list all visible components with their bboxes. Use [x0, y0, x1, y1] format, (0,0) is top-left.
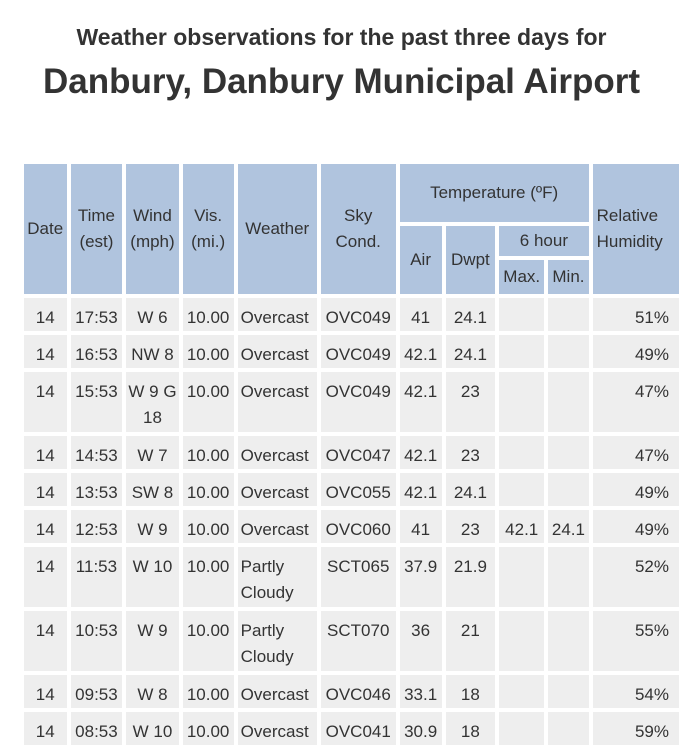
cell-wind: NW 8 [126, 335, 178, 368]
cell-max: 42.1 [499, 510, 544, 543]
cell-sky-condition: OVC049 [321, 335, 396, 368]
cell-time: 11:53 [71, 547, 123, 607]
table-row [24, 335, 679, 368]
cell-wind: W 9 [126, 611, 178, 671]
cell-dewpoint: 23 [446, 436, 496, 469]
cell-weather: Partly Cloudy [238, 611, 317, 671]
cell-date: 14 [24, 712, 67, 745]
cell-time: 15:53 [71, 372, 123, 432]
cell-humidity: 49% [593, 510, 679, 543]
cell-wind: W 7 [126, 436, 178, 469]
cell-weather: Overcast [238, 712, 317, 745]
column-header-relative-humidity: Relative Humidity [593, 164, 679, 294]
cell-min [548, 436, 588, 469]
cell-visibility: 10.00 [183, 547, 234, 607]
column-header-wind: Wind (mph) [126, 164, 178, 294]
cell-max [499, 611, 544, 671]
cell-wind: W 6 [126, 298, 178, 331]
cell-sky-condition: OVC047 [321, 436, 396, 469]
cell-air: 37.9 [400, 547, 442, 607]
cell-air: 42.1 [400, 335, 442, 368]
column-header-min: Min. [548, 260, 588, 294]
cell-min: 24.1 [548, 510, 588, 543]
cell-weather: Overcast [238, 298, 317, 331]
cell-weather: Overcast [238, 473, 317, 506]
cell-air: 41 [400, 510, 442, 543]
cell-date: 14 [24, 473, 67, 506]
cell-visibility: 10.00 [183, 436, 234, 469]
cell-dewpoint: 24.1 [446, 298, 496, 331]
cell-time: 12:53 [71, 510, 123, 543]
column-header-six-hour: 6 hour [499, 226, 588, 256]
cell-max [499, 335, 544, 368]
cell-air: 30.9 [400, 712, 442, 745]
cell-air: 33.1 [400, 675, 442, 708]
table-row [24, 372, 679, 432]
table-row [24, 547, 679, 607]
cell-time: 16:53 [71, 335, 123, 368]
cell-min [548, 298, 588, 331]
table-row [24, 611, 679, 671]
cell-dewpoint: 23 [446, 510, 496, 543]
cell-wind: W 8 [126, 675, 178, 708]
cell-visibility: 10.00 [183, 473, 234, 506]
column-header-air: Air [400, 226, 442, 294]
cell-air: 42.1 [400, 473, 442, 506]
cell-humidity: 54% [593, 675, 679, 708]
observations-table-container[interactable] [21, 160, 683, 750]
cell-min [548, 611, 588, 671]
cell-min [548, 547, 588, 607]
table-row [24, 298, 679, 331]
page-subtitle: Weather observations for the past three days for [76, 24, 607, 50]
cell-humidity: 49% [593, 473, 679, 506]
cell-air: 42.1 [400, 372, 442, 432]
column-header-visibility: Vis. (mi.) [183, 164, 234, 294]
cell-sky-condition: SCT070 [321, 611, 396, 671]
cell-humidity: 59% [593, 712, 679, 745]
cell-visibility: 10.00 [183, 712, 234, 745]
cell-weather: Overcast [238, 436, 317, 469]
cell-date: 14 [24, 675, 67, 708]
cell-air: 41 [400, 298, 442, 331]
column-header-time: Time (est) [71, 164, 123, 294]
cell-dewpoint: 24.1 [446, 473, 496, 506]
table-row [24, 675, 679, 708]
cell-sky-condition: OVC049 [321, 372, 396, 432]
cell-date: 14 [24, 510, 67, 543]
cell-weather: Overcast [238, 372, 317, 432]
cell-humidity: 52% [593, 547, 679, 607]
cell-humidity: 55% [593, 611, 679, 671]
cell-max [499, 547, 544, 607]
cell-date: 14 [24, 611, 67, 671]
cell-dewpoint: 24.1 [446, 335, 496, 368]
cell-max [499, 675, 544, 708]
cell-min [548, 712, 588, 745]
cell-wind: W 10 [126, 547, 178, 607]
cell-wind: W 9 [126, 510, 178, 543]
cell-date: 14 [24, 298, 67, 331]
column-header-sky-condition: Sky Cond. [321, 164, 396, 294]
table-row [24, 712, 679, 745]
cell-max [499, 473, 544, 506]
cell-date: 14 [24, 372, 67, 432]
cell-min [548, 335, 588, 368]
cell-weather: Overcast [238, 335, 317, 368]
cell-time: 13:53 [71, 473, 123, 506]
cell-humidity: 49% [593, 335, 679, 368]
cell-wind: W 10 [126, 712, 178, 745]
cell-wind: SW 8 [126, 473, 178, 506]
cell-dewpoint: 21.9 [446, 547, 496, 607]
cell-max [499, 298, 544, 331]
cell-weather: Overcast [238, 510, 317, 543]
cell-weather: Partly Cloudy [238, 547, 317, 607]
cell-visibility: 10.00 [183, 510, 234, 543]
table-row [24, 436, 679, 469]
cell-min [548, 675, 588, 708]
cell-max [499, 712, 544, 745]
cell-air: 36 [400, 611, 442, 671]
cell-sky-condition: OVC060 [321, 510, 396, 543]
cell-time: 17:53 [71, 298, 123, 331]
table-row [24, 473, 679, 506]
cell-humidity: 47% [593, 372, 679, 432]
cell-dewpoint: 21 [446, 611, 496, 671]
cell-min [548, 372, 588, 432]
cell-time: 14:53 [71, 436, 123, 469]
cell-max [499, 436, 544, 469]
cell-sky-condition: OVC055 [321, 473, 396, 506]
cell-visibility: 10.00 [183, 298, 234, 331]
table-row [24, 510, 679, 543]
cell-dewpoint: 23 [446, 372, 496, 432]
cell-weather: Overcast [238, 675, 317, 708]
cell-date: 14 [24, 335, 67, 368]
column-header-temperature: Temperature (ºF) [400, 164, 589, 222]
table-body [24, 298, 679, 745]
table-header [24, 164, 679, 294]
cell-sky-condition: OVC049 [321, 298, 396, 331]
cell-wind: W 9 G 18 [126, 372, 178, 432]
cell-date: 14 [24, 436, 67, 469]
cell-max [499, 372, 544, 432]
cell-humidity: 47% [593, 436, 679, 469]
cell-time: 10:53 [71, 611, 123, 671]
cell-visibility: 10.00 [183, 372, 234, 432]
cell-sky-condition: SCT065 [321, 547, 396, 607]
cell-time: 09:53 [71, 675, 123, 708]
cell-sky-condition: OVC046 [321, 675, 396, 708]
cell-dewpoint: 18 [446, 675, 496, 708]
observations-table [21, 160, 683, 749]
column-header-dewpoint: Dwpt [446, 226, 496, 294]
cell-sky-condition: OVC041 [321, 712, 396, 745]
column-header-date: Date [24, 164, 67, 294]
cell-visibility: 10.00 [183, 335, 234, 368]
cell-humidity: 51% [593, 298, 679, 331]
cell-min [548, 473, 588, 506]
cell-visibility: 10.00 [183, 611, 234, 671]
cell-visibility: 10.00 [183, 675, 234, 708]
page-title: Danbury, Danbury Municipal Airport [43, 62, 640, 101]
cell-air: 42.1 [400, 436, 442, 469]
column-header-weather: Weather [238, 164, 317, 294]
cell-date: 14 [24, 547, 67, 607]
cell-dewpoint: 18 [446, 712, 496, 745]
cell-time: 08:53 [71, 712, 123, 745]
column-header-max: Max. [499, 260, 544, 294]
